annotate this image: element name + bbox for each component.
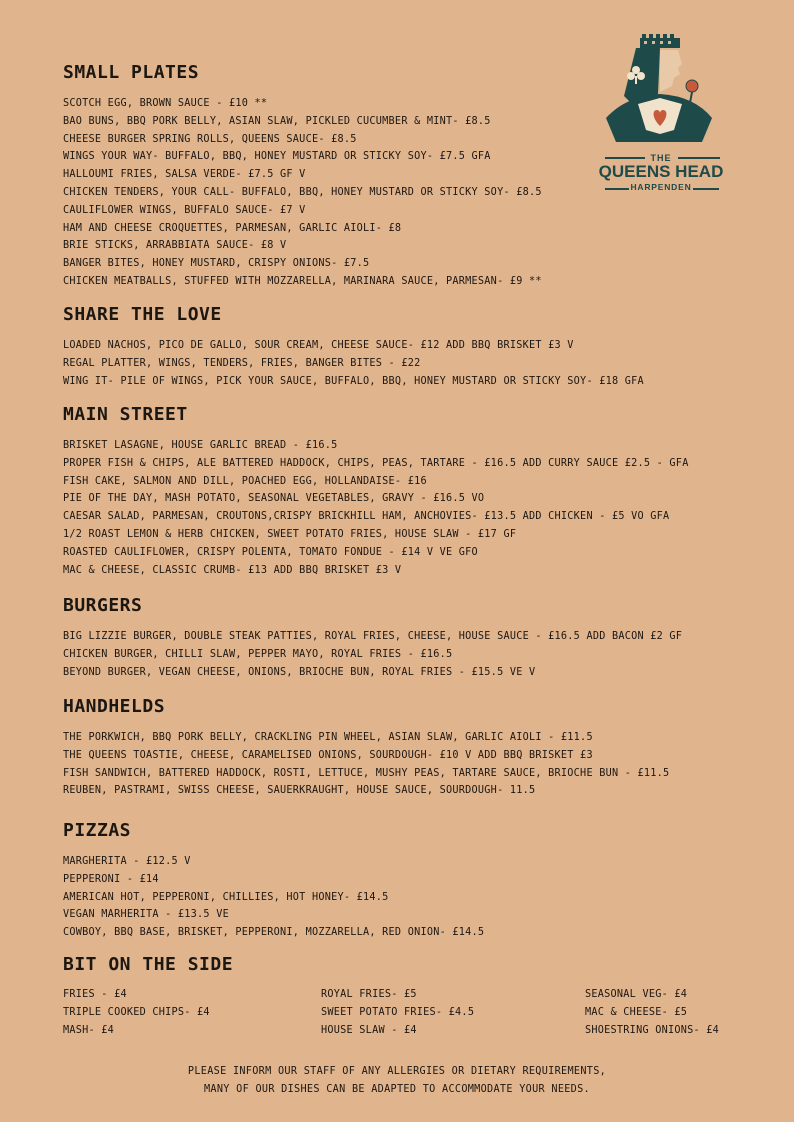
side-item: TRIPLE COOKED CHIPS- £4 [63,1006,210,1018]
menu-item: CHEESE BURGER SPRING ROLLS, QUEENS SAUCE- £8.5 [63,133,357,145]
menu-item: PIE OF THE DAY, MASH POTATO, SEASONAL VEGETABLES, GRAVY - £16.5 VO [63,493,485,505]
side-item: FRIES - £4 [63,989,127,1000]
section-title: HANDHELDS [63,696,166,717]
menu-item: BEYOND BURGER, VEGAN CHEESE, ONIONS, BRIOCHE BUN, ROYAL FRIES - £15.5 VE V [63,666,536,678]
menu-item: BRIE STICKS, ARRABBIATA SAUCE- £8 V [63,240,287,252]
section-title: BIT ON THE SIDE [63,954,234,975]
side-item: ROYAL FRIES- £5 [321,989,417,1000]
section-share-the-love [63,305,763,390]
menu-item: CAULIFLOWER WINGS, BUFFALO SAUCE- £7 V [63,204,306,216]
menu-item: HAM AND CHEESE CROQUETTES, PARMESAN, GARLIC AIOLI- £8 [63,222,402,234]
section-main-street [63,405,763,579]
side-item: HOUSE SLAW - £4 [321,1024,417,1036]
menu-item: WING IT- PILE OF WINGS, PICK YOUR SAUCE, BUFFALO, BBQ, HONEY MUSTARD OR STICKY SOY- £18 GFA [63,375,644,387]
menu-item: CAESAR SALAD, PARMESAN, CROUTONS,CRISPY BRICKHILL HAM, ANCHOVIES- £13.5 ADD CHICKEN - £5 VO GFA [63,511,670,523]
allergy-notice [0,1063,794,1098]
section-title: BURGERS [63,595,143,616]
menu-item: VEGAN MARHERITA - £13.5 VE [63,909,229,921]
side-item: SEASONAL VEG- £4 [585,989,688,1000]
logo-name: QUEENS HEAD [598,162,724,181]
section-small-plates [63,63,763,291]
section-title: SHARE THE LOVE [63,304,222,325]
menu-item: LOADED NACHOS, PICO DE GALLO, SOUR CREAM, CHEESE SAUCE- £12 ADD BBQ BRISKET £3 V [63,340,574,351]
menu-item: FISH SANDWICH, BATTERED HADDOCK, ROSTI, LETTUCE, MUSHY PEAS, TARTARE SAUCE, BRIOCHE BUN - £11.5 [63,767,670,779]
menu-item: ROASTED CAULIFLOWER, CRISPY POLENTA, TOMATO FONDUE - £14 V VE GFO [63,546,478,558]
menu-item: SCOTCH EGG, BROWN SAUCE - £10 ** [63,98,268,109]
menu-item: REUBEN, PASTRAMI, SWISS CHEESE, SAUERKRAUGHT, HOUSE SAUCE, SOURDOUGH- 11.5 [63,785,536,797]
menu-item: THE PORKWICH, BBQ PORK BELLY, CRACKLING PIN WHEEL, ASIAN SLAW, GARLIC AIOLI - £11.5 [63,732,593,743]
section-pizzas [63,821,763,942]
section-title: PIZZAS [63,820,132,841]
logo-town: HARPENDEN [630,182,692,192]
section-bit-on-the-side [63,955,763,975]
section-title: MAIN STREET [63,404,188,425]
menu-item: FISH CAKE, SALMON AND DILL, POACHED EGG, HOLLANDAISE- £16 [63,475,427,487]
menu-item: MAC & CHEESE, CLASSIC CRUMB- £13 ADD BBQ BRISKET £3 V [63,564,402,576]
menu-item: MARGHERITA - £12.5 V [63,856,191,867]
sides-column [63,986,210,1039]
side-item: MASH- £4 [63,1024,115,1036]
menu-item: BRISKET LASAGNE, HOUSE GARLIC BREAD - £16.5 [63,440,338,451]
menu-item: PEPPERONI - £14 [63,873,159,885]
side-item: SWEET POTATO FRIES- £4.5 [321,1006,475,1018]
menu-item: COWBOY, BBQ BASE, BRISKET, PEPPERONI, MOZZARELLA, RED ONION- £14.5 [63,927,485,939]
section-title: SMALL PLATES [63,62,200,83]
menu-item: THE QUEENS TOASTIE, CHEESE, CARAMELISED ONIONS, SOURDOUGH- £10 V ADD BBQ BRISKET £3 [63,749,593,761]
section-handhelds [63,697,763,800]
menu-item: 1/2 ROAST LEMON & HERB CHICKEN, SWEET POTATO FRIES, HOUSE SLAW - £17 GF [63,528,517,540]
menu-item: PROPER FISH & CHIPS, ALE BATTERED HADDOCK, CHIPS, PEAS, TARTARE - £16.5 ADD CURRY SAUCE £2.5 - GFA [63,457,689,469]
menu-item: HALLOUMI FRIES, SALSA VERDE- £7.5 GF V [63,169,306,181]
menu-item: BIG LIZZIE BURGER, DOUBLE STEAK PATTIES, ROYAL FRIES, CHEESE, HOUSE SAUCE - £16.5 ADD BACON £2 GF [63,631,683,642]
menu-item: AMERICAN HOT, PEPPERONI, CHILLIES, HOT HONEY- £14.5 [63,891,389,903]
menu-item: CHICKEN BURGER, CHILLI SLAW, PEPPER MAYO, ROYAL FRIES - £16.5 [63,648,453,660]
side-item: MAC & CHEESE- £5 [585,1006,688,1018]
menu-item: REGAL PLATTER, WINGS, TENDERS, FRIES, BANGER BITES - £22 [63,357,421,369]
menu-item: BAO BUNS, BBQ PORK BELLY, ASIAN SLAW, PICKLED CUCUMBER & MINT- £8.5 [63,115,491,127]
sides-column [321,986,474,1039]
menu-item: WINGS YOUR WAY- BUFFALO, BBQ, HONEY MUSTARD OR STICKY SOY- £7.5 GFA [63,151,491,163]
menu-item: BANGER BITES, HONEY MUSTARD, CRISPY ONIONS- £7.5 [63,258,370,270]
section-burgers [63,596,763,681]
menu-item: CHICKEN TENDERS, YOUR CALL- BUFFALO, BBQ, HONEY MUSTARD OR STICKY SOY- £8.5 [63,186,542,198]
menu-item: CHICKEN MEATBALLS, STUFFED WITH MOZZARELLA, MARINARA SAUCE, PARMESAN- £9 ** [63,275,542,287]
logo-the: THE [650,153,672,163]
allergy-notice-line: MANY OF OUR DISHES CAN BE ADAPTED TO ACCOMMODATE YOUR NEEDS. [203,1083,590,1095]
sides-column [585,986,719,1039]
side-item: SHOESTRING ONIONS- £4 [585,1024,720,1036]
allergy-notice-line: PLEASE INFORM OUR STAFF OF ANY ALLERGIES OR DIETARY REQUIREMENTS, [187,1066,607,1077]
